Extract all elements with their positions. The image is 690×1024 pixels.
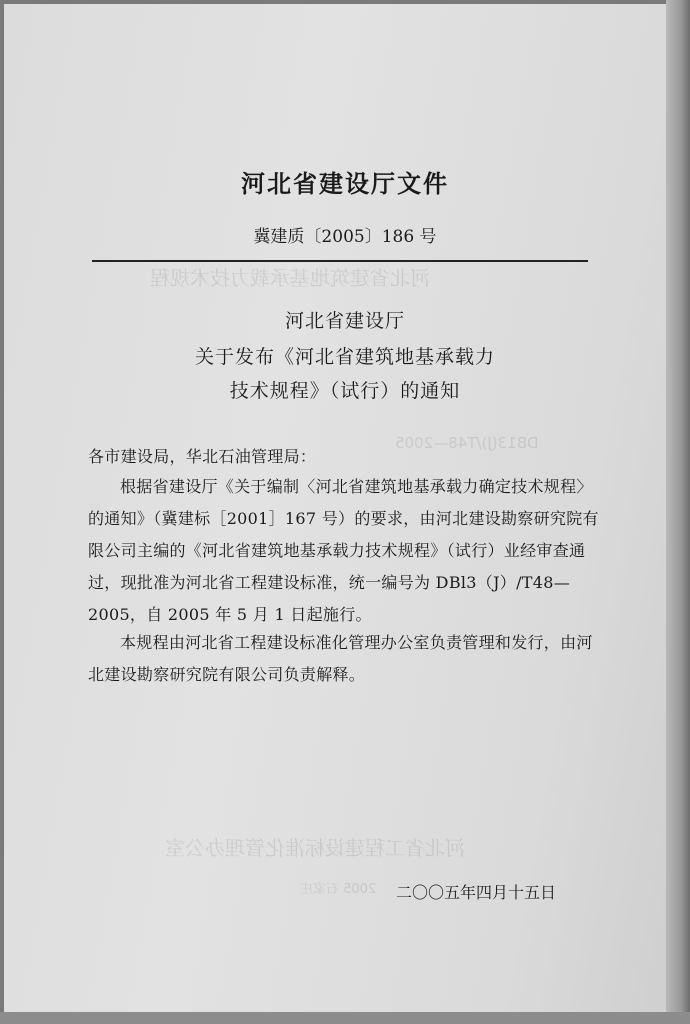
- body-paragraph-2: 本规程由河北省工程建设标准化管理办公室负责管理和发行，由河北建设勘察研究院有限公司负责解释。: [88, 633, 593, 684]
- issue-date: 二〇〇五年四月十五日: [396, 883, 557, 902]
- notice-title-line-1: 河北省建设厅: [284, 310, 405, 332]
- notice-title-line-3: 技术规程》（试行）的通知: [229, 380, 461, 402]
- body-paragraph-1: 根据省建设厅《关于编制〈河北省建筑地基承载力确定技术规程〉的通知》（冀建标［2001］167 号）的要求，由河北建设勘察研究院有限公司主编的《河北省建筑地基承载力技术规程》（试行）业经审查通过，现批准为河北省工程建设标准，统一编号为 DBl3（J）/T48—2005，自 2005 年 5 月 1 日起施行。: [88, 477, 599, 624]
- page-edge-right: [666, 0, 690, 1024]
- document-number: 冀建质〔2005〕186 号: [253, 227, 437, 247]
- header-divider: [92, 260, 588, 262]
- document-header-title: 河北省建设厅文件: [241, 169, 449, 198]
- notice-title-line-2: 关于发布《河北省建筑地基承载力: [194, 346, 495, 368]
- page-edge-bottom: [0, 1012, 690, 1024]
- salutation: 各市建设局，华北石油管理局：: [88, 447, 317, 466]
